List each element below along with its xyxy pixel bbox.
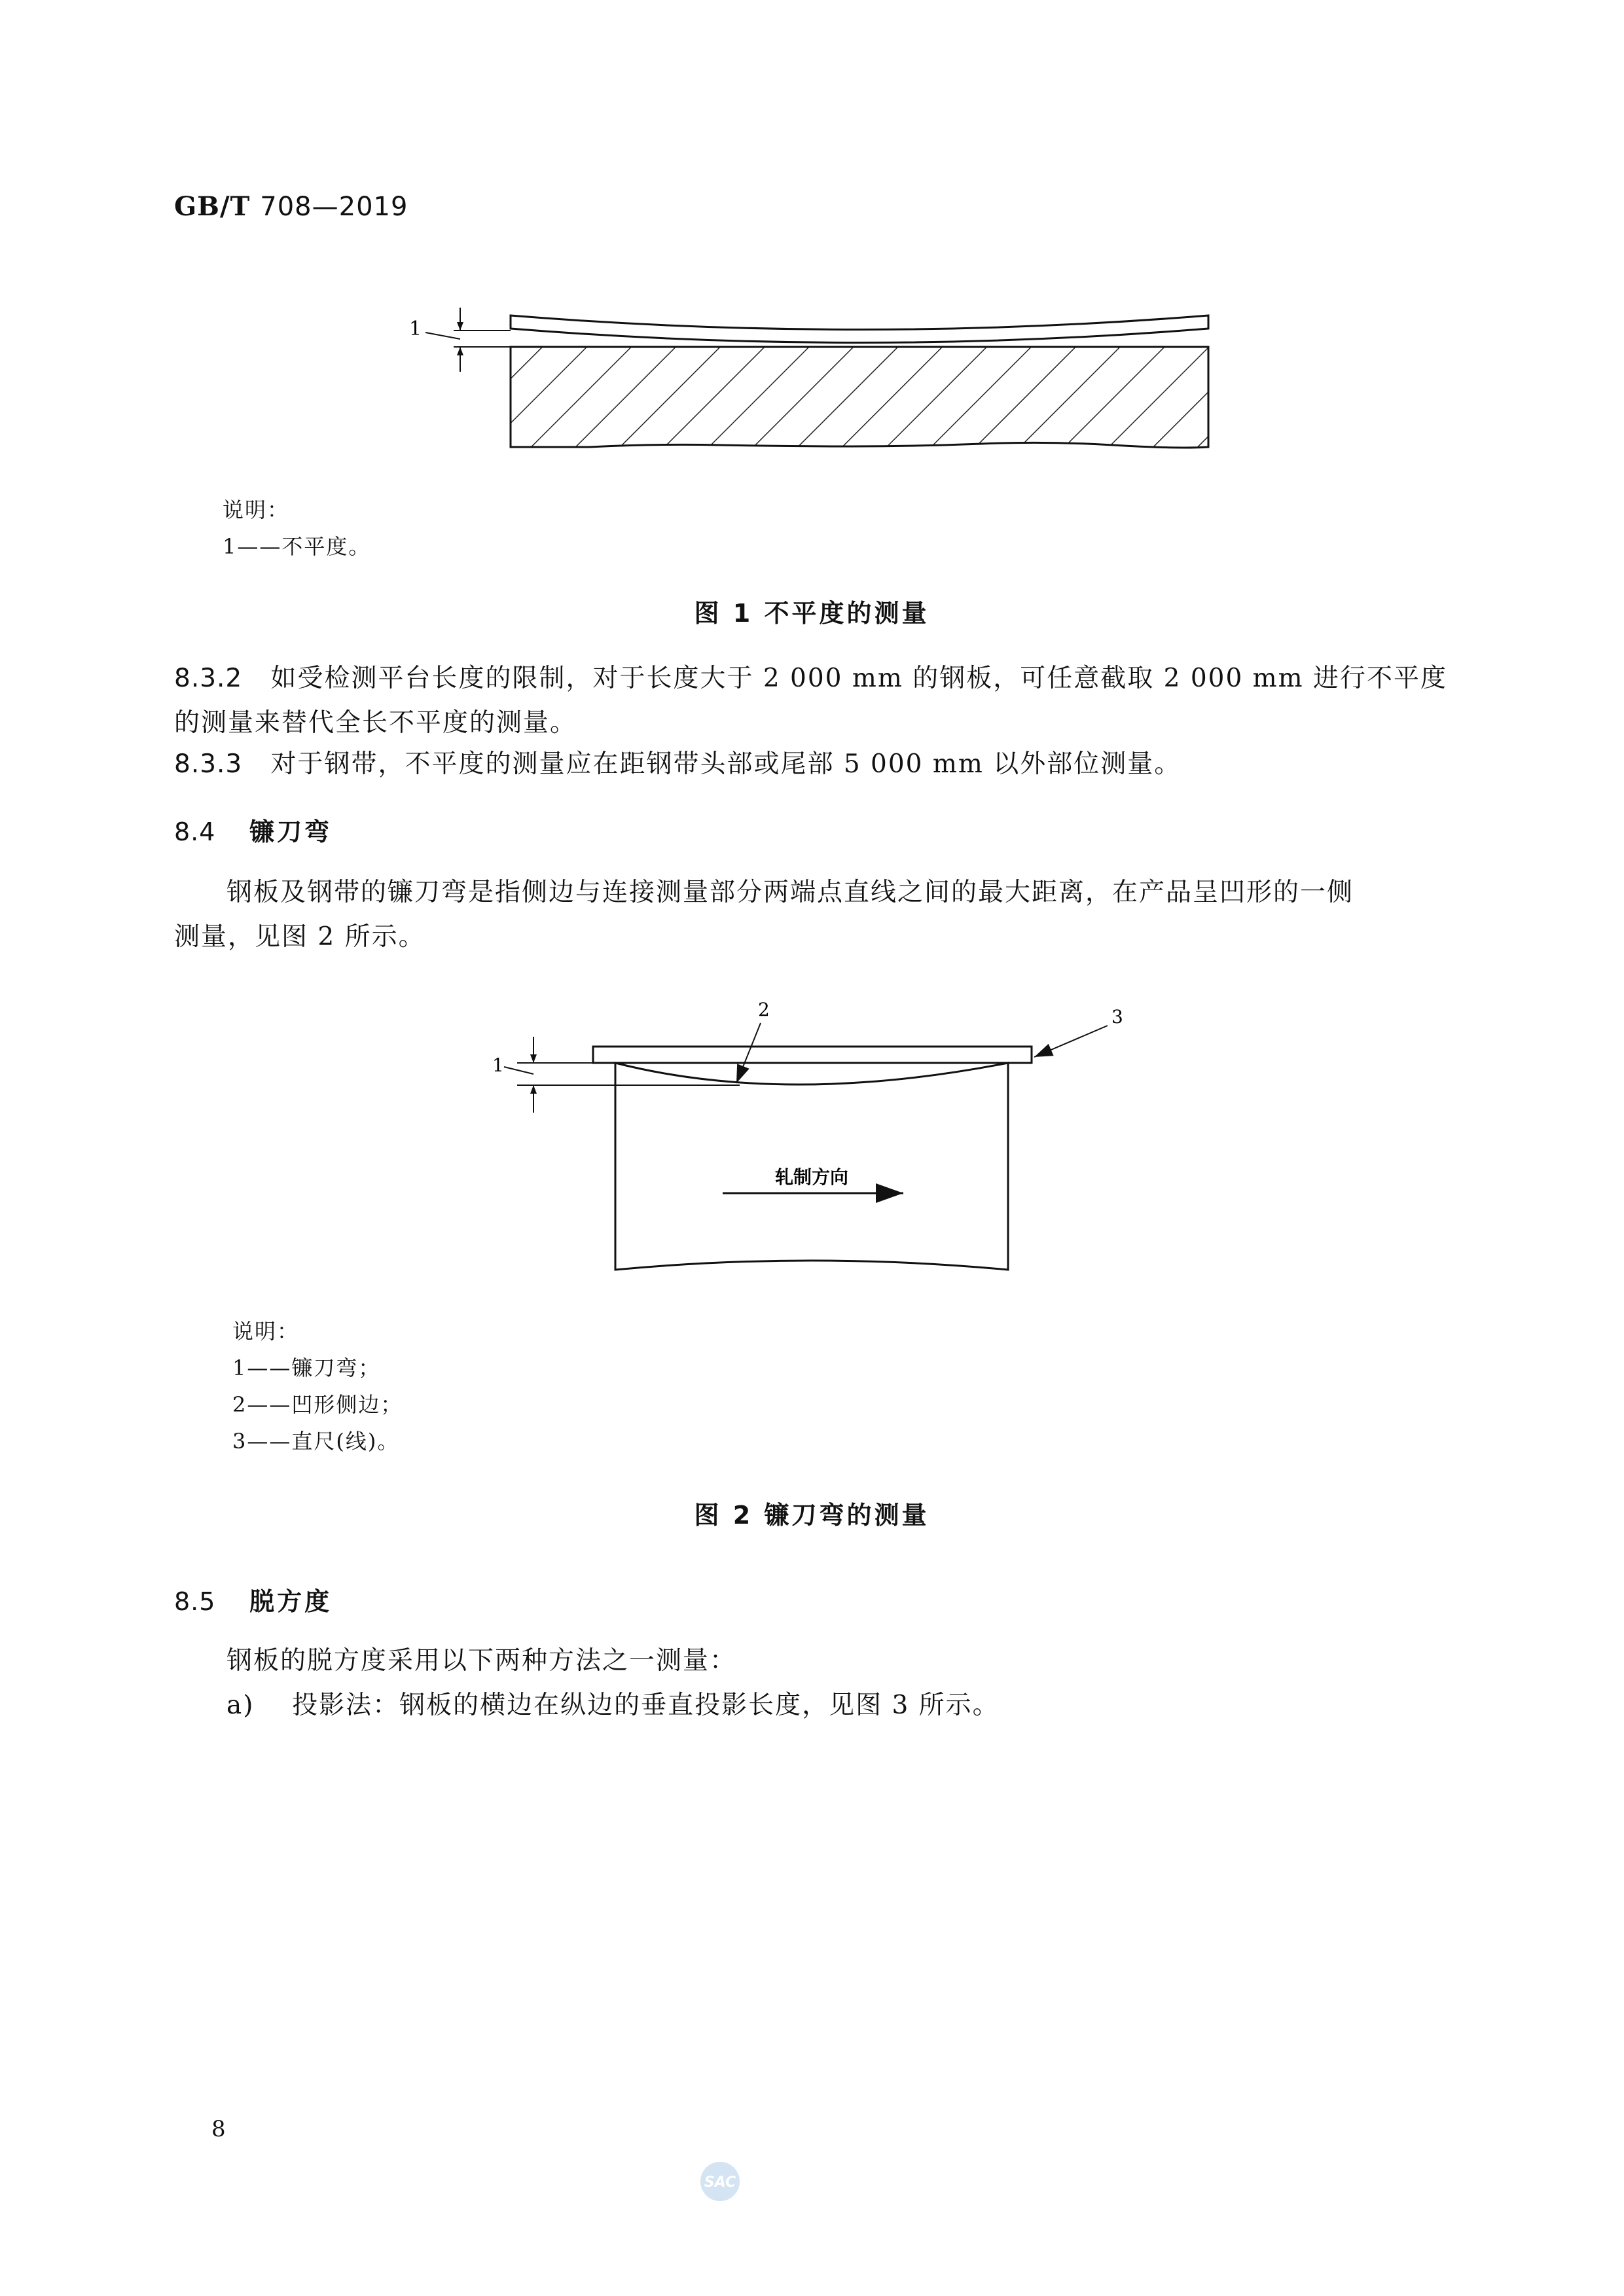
legend-item: 2——凹形侧边； bbox=[232, 1392, 403, 1417]
standard-header bbox=[174, 191, 408, 222]
figure-2-callout-3: 3 bbox=[1111, 1006, 1123, 1028]
figure-2-diagram bbox=[484, 988, 1152, 1283]
clause-number: 8.3.3 bbox=[174, 749, 243, 779]
figure-1-diagram bbox=[393, 298, 1244, 468]
page-number: 8 bbox=[211, 2116, 226, 2142]
list-item-text: 投影法：钢板的横边在纵边的垂直投影长度，见图 3 所示。 bbox=[292, 1691, 1000, 1720]
paragraph-line: 的测量来替代全长不平度的测量。 bbox=[174, 708, 577, 738]
legend-title: 说明： bbox=[232, 1319, 300, 1344]
standard-number: 708—2019 bbox=[260, 192, 408, 222]
figure-2-callout-2: 2 bbox=[758, 999, 770, 1020]
figure-1-caption: 图 1 不平度的测量 bbox=[694, 599, 929, 628]
legend-item: 3——直尺(线)。 bbox=[232, 1429, 400, 1454]
section-8-5-paragraph bbox=[174, 1639, 1000, 1728]
list-marker: a) bbox=[226, 1691, 255, 1720]
figure-2-legend bbox=[232, 1313, 403, 1460]
paragraph-line: 对于钢带，不平度的测量应在距钢带头部或尾部 5 000 mm 以外部位测量。 bbox=[270, 749, 1182, 779]
section-8-4-heading bbox=[174, 812, 332, 848]
rolling-direction-label: 轧制方向 bbox=[774, 1166, 849, 1188]
legend-item: 1——镰刀弯； bbox=[232, 1355, 381, 1380]
paragraph-8-3-3 bbox=[174, 742, 1181, 787]
straight-ruler bbox=[593, 1047, 1032, 1063]
section-title: 镰刀弯 bbox=[249, 817, 333, 846]
standard-prefix: GB/T bbox=[174, 191, 251, 222]
section-title: 脱方度 bbox=[249, 1587, 333, 1616]
legend-item: 1——不平度。 bbox=[223, 534, 371, 559]
section-number: 8.4 bbox=[174, 817, 216, 846]
paragraph-line: 如受检测平台长度的限制，对于长度大于 2 000 mm 的钢板，可任意截取 2 000 mm 进行不平度 bbox=[270, 664, 1448, 693]
clause-number: 8.3.2 bbox=[174, 664, 243, 693]
sac-watermark-logo bbox=[697, 2159, 743, 2204]
paragraph-8-3-2 bbox=[174, 656, 1447, 745]
paragraph-line: 测量，见图 2 所示。 bbox=[174, 922, 425, 952]
figure-2-caption: 图 2 镰刀弯的测量 bbox=[694, 1501, 929, 1530]
section-number: 8.5 bbox=[174, 1587, 216, 1616]
paragraph-line: 钢板及钢带的镰刀弯是指侧边与连接测量部分两端点直线之间的最大距离，在产品呈凹形的一侧 bbox=[226, 878, 1354, 907]
svg-text:SAC: SAC bbox=[704, 2174, 736, 2191]
paragraph-line: 钢板的脱方度采用以下两种方法之一测量： bbox=[226, 1646, 737, 1676]
legend-title: 说明： bbox=[223, 497, 290, 522]
figure-1-callout: 1 bbox=[409, 317, 422, 340]
list-item-a bbox=[174, 1683, 1000, 1728]
section-8-4-paragraph bbox=[174, 870, 1354, 960]
figure-2-callout-1: 1 bbox=[492, 1054, 504, 1076]
curved-plate bbox=[511, 315, 1208, 343]
figure-1-legend bbox=[223, 492, 370, 565]
section-8-5-heading bbox=[174, 1581, 332, 1617]
